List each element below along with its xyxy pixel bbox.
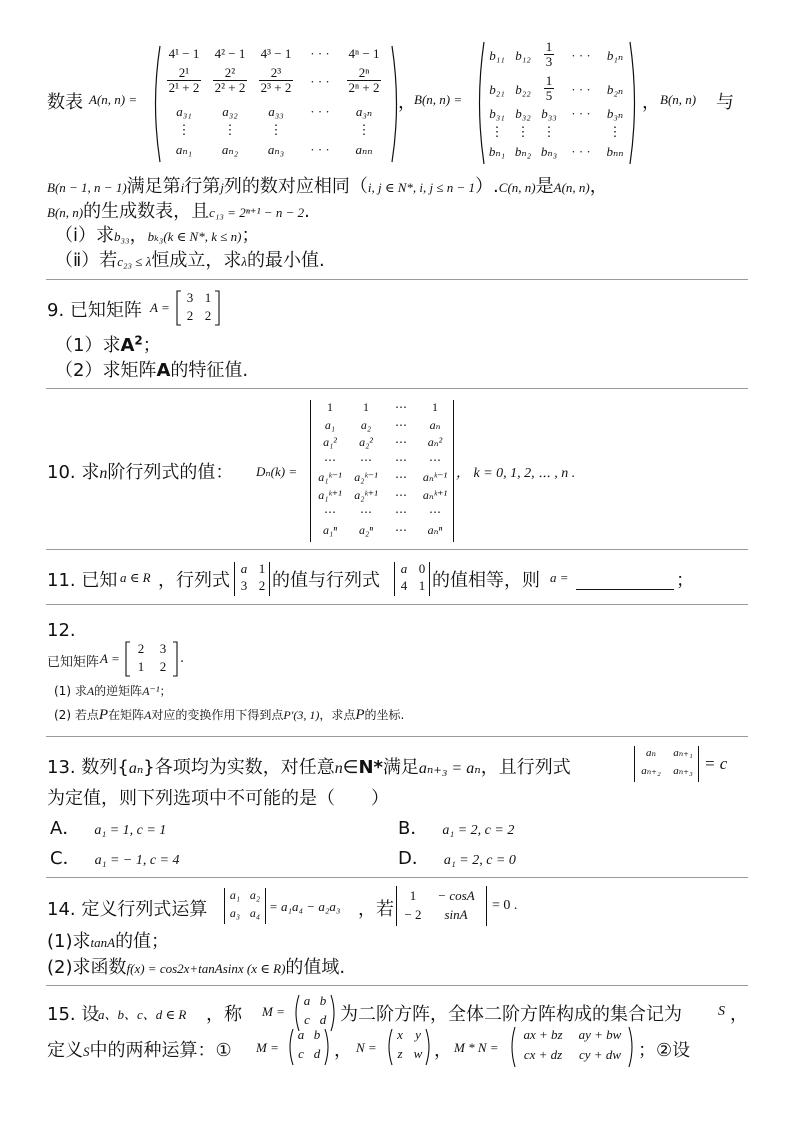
matrix-cell: a <box>297 1027 305 1042</box>
text: 的值域. <box>285 957 346 978</box>
A-cell: · · · <box>310 46 330 61</box>
text: 阶行列式的值： <box>107 462 234 483</box>
p8-line2 <box>47 172 608 198</box>
comma: ， <box>398 92 416 113</box>
B-frac-num: 1 <box>545 73 553 88</box>
det-cell: sinA <box>444 907 468 922</box>
A-cell: 4³ − 1 <box>260 46 292 61</box>
B-n-1: B(n − 1, n − 1) <box>47 180 127 195</box>
det-cell: − cosA <box>437 888 475 903</box>
A-cell: a₃₂ <box>222 104 238 119</box>
det-cell: a₁ᵏ⁻¹ <box>318 470 342 484</box>
A-matrix-name: A(n, n) = <box>89 92 138 107</box>
B-cell: · · · <box>571 144 591 159</box>
b33: b₃₃ <box>114 229 130 244</box>
det-cell: 1 <box>258 561 266 576</box>
text: ，且行列式 <box>480 757 571 778</box>
question-stem: 为定值，则下列选项中不可能的是（ ） <box>47 788 389 809</box>
problem-title: 9. 已知矩阵 <box>47 300 142 321</box>
matrix-A: A <box>120 335 135 356</box>
text: ，行列式 <box>158 570 230 591</box>
matrix-cell: cy + dw <box>579 1047 621 1062</box>
option-D[interactable] <box>398 844 516 870</box>
A-cell: a₃ₙ <box>355 104 373 119</box>
det-cell: a₂ᵏ⁺¹ <box>354 487 378 502</box>
intro-label: 数表 <box>47 92 83 113</box>
A-frac-den: 2¹ + 2 <box>168 79 200 95</box>
A-eq: A = <box>100 651 120 666</box>
M-eq: M = <box>262 1004 285 1019</box>
det-cell: 0 <box>418 561 426 576</box>
A-cell: 4ⁿ − 1 <box>348 46 380 61</box>
A-frac-den: 2³ + 2 <box>260 79 292 95</box>
A-cell: · · · <box>310 104 330 119</box>
text: ，称 <box>206 1004 242 1025</box>
det-cell: ⋯ <box>395 400 407 414</box>
text: 对应的变换作用下得到点 <box>151 708 284 722</box>
B-cell: b₂₂ <box>515 82 531 97</box>
det-cell: aₙᵏ⁺¹ <box>422 487 448 502</box>
A-cell: ⋮ <box>269 122 283 137</box>
det-cell: 1 <box>363 400 369 414</box>
B-nn: B(n, n) <box>47 205 84 220</box>
p8-line3 <box>47 197 310 223</box>
text: 中的两种运算：① <box>89 1040 232 1061</box>
det-bar-right <box>453 400 454 542</box>
label: （ⅱ）若 <box>55 250 118 271</box>
B-cell: bₙ₂ <box>514 144 532 159</box>
matrix-cell: 2 <box>186 308 194 323</box>
text: ；②设 <box>638 1040 691 1061</box>
bk3: bₖ₃(k ∈ N*, k ≤ n) <box>147 229 242 244</box>
matrix-cell: z <box>397 1046 403 1061</box>
label: (2)求函数 <box>47 957 127 978</box>
function-f: f(x) = cos2x+tanAsinx (x ∈ R) <box>126 961 286 976</box>
k-range: ， k = 0, 1, 2, ⋯ , n . <box>456 466 576 481</box>
label: (1) 求 <box>54 684 87 698</box>
text: ， <box>730 1004 748 1025</box>
det-cell: ⋯ <box>395 452 407 467</box>
B-cell: ⋮ <box>490 124 504 139</box>
C-nn: C(n, n) <box>498 180 536 195</box>
B-cell: · · · <box>571 82 591 97</box>
B-nn: B(n, n) <box>660 92 697 107</box>
det-cell: a₂ <box>249 888 261 902</box>
matrix-cell: 1 <box>204 290 212 305</box>
right-bracket-icon <box>214 290 220 326</box>
problem-title: 12. <box>47 620 76 641</box>
MN-eq: M * N = <box>454 1040 499 1055</box>
text: }各项均为实数，对任意 <box>143 757 335 778</box>
B-cell: b₁₂ <box>515 48 531 63</box>
B-cell: b₃₁ <box>489 106 505 121</box>
det-cell: ⋯ <box>395 417 407 432</box>
det-cell: a₃ <box>229 906 241 920</box>
p14-subquestion-1 <box>47 927 169 953</box>
divider <box>46 388 748 389</box>
text: 列的数对应相同（ <box>223 176 368 197</box>
A-cell: a₃₃ <box>268 104 284 119</box>
text: ， <box>334 1040 352 1061</box>
text: 13. 数列{ <box>47 757 129 778</box>
text: ； <box>676 570 694 591</box>
A-cell: aₙ₃ <box>267 142 285 157</box>
p15-line2 <box>47 1036 232 1062</box>
set-S: S <box>718 1004 725 1019</box>
label: (2) 若点 <box>54 708 99 722</box>
det-cell: 1 <box>432 400 438 414</box>
det-cell: a₁² <box>323 435 337 449</box>
matrix-cell: 3 <box>186 290 194 305</box>
p12-subquestion-1 <box>54 682 171 699</box>
matrix-cell: d <box>313 1046 321 1061</box>
matrix-cell: b <box>313 1027 321 1042</box>
text: 的特征值. <box>170 360 249 381</box>
var-n: n <box>99 465 108 482</box>
text: ， <box>129 225 148 246</box>
divider <box>46 604 748 605</box>
det-definition: = a₁a₄ − a₂a₃ <box>269 899 341 914</box>
B-cell: b₂₁ <box>489 82 505 97</box>
B-matrix-name: B(n, n) = <box>414 92 463 107</box>
A-cell: 4¹ − 1 <box>168 46 200 61</box>
matrix-cell: y <box>415 1027 421 1042</box>
p9-subquestion-2 <box>55 356 248 382</box>
det-cell: ⋯ <box>395 487 407 502</box>
det-cell: a₁ <box>229 888 241 902</box>
text: ∈ <box>342 757 359 778</box>
p9-subquestion-1 <box>55 331 161 357</box>
text: 满足 <box>382 757 419 778</box>
a-n: aₙ <box>128 760 144 777</box>
lambda: λ <box>241 254 247 269</box>
p13-line1 <box>47 753 571 779</box>
text: 15. 设 <box>47 1004 100 1025</box>
det-cell: a₂ⁿ <box>359 522 373 537</box>
matrix-cell: x <box>397 1027 403 1042</box>
p8-subquestion-2 <box>55 246 325 272</box>
det-cell: aₙ² <box>427 435 443 449</box>
with-text: 与 <box>716 92 734 113</box>
inequality: c₂₃ ≤ λ <box>117 254 152 269</box>
matrix-cell: a <box>303 993 311 1008</box>
option-label: C． <box>50 848 81 869</box>
A-cell: aₙ₂ <box>221 142 239 157</box>
det-cell: aₙ <box>646 747 656 759</box>
det-cell: ⋯ <box>324 452 336 467</box>
p14-subquestion-2 <box>47 953 345 979</box>
text: 10. 求 <box>47 462 100 483</box>
text: 的生成数表，且 <box>83 201 210 222</box>
variables: a、b、c、d ∈ R <box>98 1007 187 1022</box>
right-paren-icon <box>628 40 640 166</box>
B-frac-den: 5 <box>545 87 553 103</box>
det-cell: a₂ <box>360 417 372 432</box>
A-cell: a₃₁ <box>176 104 192 119</box>
tanA: tanA <box>90 935 116 950</box>
A-cell: ⋮ <box>357 122 371 137</box>
matrix-cell: d <box>319 1012 327 1027</box>
condition: a ∈ R <box>120 570 151 585</box>
det-cell: aₙ₊₂ <box>641 765 661 777</box>
det-cell: ⋯ <box>395 435 407 449</box>
option-label: D． <box>398 848 430 869</box>
det-cell: 2 <box>258 578 266 593</box>
B-frac-num: 1 <box>545 39 553 54</box>
text: ， <box>589 176 608 197</box>
text: 为二阶方阵，全体二阶方阵构成的集合记为 <box>340 1004 682 1025</box>
matrix-cell: ax + bz <box>523 1027 563 1042</box>
p8-subquestion-1 <box>55 221 259 247</box>
option-text: a₁ = − 1, c = 4 <box>94 853 180 868</box>
det-cell: 1 <box>418 578 426 593</box>
B-cell: b₃ₙ <box>606 106 624 121</box>
left-paren-icon <box>150 44 162 164</box>
label: （ⅰ）求 <box>55 225 115 246</box>
B-cell: ⋮ <box>608 124 622 139</box>
text: . <box>304 201 310 222</box>
A-frac-num: 2² <box>213 66 248 81</box>
A-nn: A(n, n) <box>553 180 590 195</box>
matrix-cell: c <box>304 1012 310 1027</box>
det-cell: ⋯ <box>324 505 336 519</box>
var-i: i <box>180 180 185 195</box>
matrix-cell: cx + dz <box>523 1047 563 1062</box>
divider <box>46 877 748 878</box>
var-A: A <box>86 684 95 698</box>
B-cell: bₙ₁ <box>488 144 506 159</box>
det-cell: aₙ₊₃ <box>673 765 693 777</box>
text: 已知矩阵 <box>47 655 100 670</box>
matrix-cell: b <box>319 993 327 1008</box>
recurrence: aₙ₊₃ = aₙ <box>418 760 481 777</box>
var-j: j <box>220 180 224 195</box>
det-cell: aₙ <box>429 417 441 432</box>
A-frac-den: 2ⁿ + 2 <box>348 79 380 95</box>
matrix-cell: 2 <box>137 641 145 656</box>
det-cell: a <box>400 561 408 576</box>
det-cell: a <box>240 561 248 576</box>
text: 的坐标. <box>364 708 405 722</box>
exponent: 2 <box>134 333 143 348</box>
label: （1）求 <box>55 335 121 356</box>
problem-title <box>47 458 233 484</box>
B-cell: bₙₙ <box>606 144 624 159</box>
label: (1)求 <box>47 931 91 952</box>
var-n: n <box>334 760 343 777</box>
condition: i, j ∈ N*, i, j ≤ n − 1 <box>367 180 476 195</box>
text: 定义 <box>47 1040 83 1061</box>
option-C[interactable] <box>50 844 180 870</box>
det-cell: a₁ⁿ <box>323 522 337 537</box>
a-eq: a = <box>550 570 569 585</box>
divider <box>46 736 748 737</box>
text: 的值相等，则 <box>432 570 540 591</box>
det-cell: a₁ <box>324 417 336 432</box>
text: ； <box>241 225 260 246</box>
det-bar-left <box>310 400 311 542</box>
B-cell: b₁₁ <box>489 48 505 63</box>
A-cell: aₙ₁ <box>175 142 193 157</box>
det-cell: ⋯ <box>395 522 407 537</box>
N-eq: N = <box>356 1040 377 1055</box>
eq-c: = c <box>704 754 728 773</box>
det-cell: ⋯ <box>360 452 372 467</box>
matrix-cell: c <box>298 1046 304 1061</box>
text: 14. 定义行列式运算 <box>47 899 208 920</box>
A-cell: ⋮ <box>177 122 191 137</box>
A-inverse: A⁻¹ <box>142 684 160 698</box>
p12-subquestion-2 <box>54 706 404 724</box>
det-cell: aₙⁿ <box>427 522 443 537</box>
option-label: B． <box>398 818 429 839</box>
D-name: Dₙ(k) = <box>256 464 298 479</box>
det-cell: ⋯ <box>429 452 441 467</box>
text: 的值与行列式 <box>272 570 380 591</box>
A-frac-num: 2ⁿ <box>347 66 382 81</box>
B-cell: · · · <box>571 48 591 63</box>
det-cell: ⋯ <box>395 505 407 519</box>
point-P-prime: P′(3, 1) <box>283 708 320 722</box>
option-text: a₁ = 2, c = 2 <box>442 823 515 838</box>
set-S: S <box>83 1044 90 1059</box>
A-cell: 4² − 1 <box>214 46 246 61</box>
matrix-cell: ay + bw <box>578 1027 622 1042</box>
B-cell: b₃₃ <box>541 106 557 121</box>
option-label: A． <box>50 818 81 839</box>
det-cell: 3 <box>240 578 248 593</box>
det-cell: a₂ᵏ⁻¹ <box>354 470 378 484</box>
N-star: N* <box>358 757 383 778</box>
det-cell: ⋯ <box>360 505 372 519</box>
text: 的值； <box>115 931 170 952</box>
B-cell: bₙ₃ <box>540 144 558 159</box>
B-cell: ⋮ <box>516 124 530 139</box>
B-cell: ⋮ <box>542 124 556 139</box>
text: ，若 <box>358 899 394 920</box>
A-eq: A = <box>150 300 170 315</box>
text: 的最小值. <box>246 250 325 271</box>
text: . <box>180 651 185 666</box>
text: ； <box>142 335 161 356</box>
A-frac-num: 2³ <box>259 66 294 81</box>
det-cell: ⋯ <box>429 505 441 519</box>
det-cell: a₄ <box>249 906 261 920</box>
A-cell: ⋮ <box>223 122 237 137</box>
text: ）. <box>475 176 499 197</box>
det-cell: aₙᵏ⁻¹ <box>422 470 448 484</box>
text: ， <box>434 1040 452 1061</box>
var-P: P <box>355 707 365 723</box>
A-cell: · · · <box>310 74 330 89</box>
c13-formula: c₁₃ = 2ⁿ⁺¹ − n − 2 <box>209 205 305 220</box>
text: 满足第 <box>126 176 181 197</box>
text: 的逆矩阵 <box>94 684 143 698</box>
var-P: P <box>98 707 108 723</box>
text: 恒成立，求 <box>151 250 242 271</box>
det-cell: ⋯ <box>395 470 407 484</box>
text: 是 <box>535 176 554 197</box>
divider <box>46 279 748 280</box>
var-A: A <box>144 708 152 722</box>
divider <box>46 985 748 986</box>
matrix-cell: 2 <box>204 308 212 323</box>
matrix-cell: 2 <box>159 659 167 674</box>
p11-line <box>47 566 117 592</box>
B-cell: b₃₂ <box>515 106 531 121</box>
A-frac-num: 2¹ <box>167 66 202 81</box>
det-cell: aₙ₊₁ <box>673 747 693 759</box>
M-eq: M = <box>256 1040 279 1055</box>
matrix-A: A <box>156 360 171 381</box>
text: 行第 <box>184 176 221 197</box>
text: ； <box>159 684 172 698</box>
A-cell: · · · <box>310 142 330 157</box>
label: （2）求矩阵 <box>55 360 157 381</box>
det-cell: 1 <box>327 400 333 414</box>
matrix-cell: w <box>413 1046 423 1061</box>
det-cell: a₁ᵏ⁺¹ <box>318 487 342 502</box>
det-cell: 1 <box>409 888 417 903</box>
eq-zero: = 0 . <box>492 898 518 913</box>
text: ，求点 <box>319 708 356 722</box>
A-frac-den: 2² + 2 <box>214 79 246 95</box>
text: 11. 已知 <box>47 570 118 591</box>
B-cell: · · · <box>571 106 591 121</box>
matrix-cell: 3 <box>159 641 167 656</box>
option-A[interactable] <box>50 814 166 840</box>
det-cell: 4 <box>400 578 408 593</box>
answer-blank[interactable] <box>576 571 674 590</box>
option-text: a₁ = 1, c = 1 <box>94 823 167 838</box>
matrix-cell: 1 <box>137 659 145 674</box>
divider <box>46 549 748 550</box>
option-text: a₁ = 2, c = 0 <box>443 853 516 868</box>
B-cell: b₂ₙ <box>606 82 624 97</box>
text: 在矩阵 <box>108 708 145 722</box>
det-cell: − 2 <box>404 907 422 922</box>
comma: ， <box>642 92 660 113</box>
option-B[interactable] <box>398 814 514 840</box>
det-cell: a₂² <box>359 435 373 449</box>
A-cell: aₙₙ <box>355 142 373 157</box>
B-cell: b₁ₙ <box>606 48 624 63</box>
B-frac-den: 3 <box>545 53 553 69</box>
